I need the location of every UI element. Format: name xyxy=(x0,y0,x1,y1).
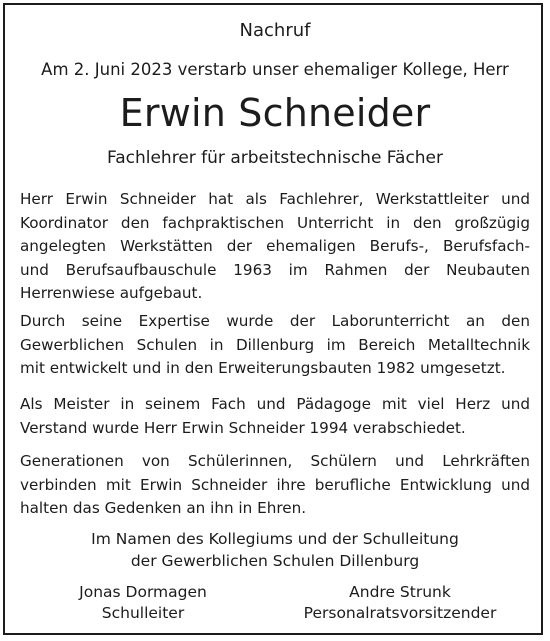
closing-line: Im Namen des Kollegiums und der Schulleitung xyxy=(91,530,459,548)
paragraph-expertise xyxy=(20,310,530,381)
paragraph-line: angelegten Werkstätten der ehemaligen Berufs-, Berufsfach- xyxy=(20,237,530,256)
signature-principal xyxy=(58,582,228,624)
notice-heading: Nachruf xyxy=(239,20,311,41)
paragraph-line: und Berufsaufbauschule 1963 im Rahmen der Neubauten xyxy=(20,260,530,279)
paragraph-line: Verstand wurde Herr Erwin Schneider 1994 verabschiedet. xyxy=(20,418,466,437)
deceased-role: Fachlehrer für arbeitstechnische Fächer xyxy=(106,148,444,168)
paragraph-career xyxy=(20,188,530,306)
paragraph-line: Gewerblichen Schulen in Dillenburg im Bereich Metalltechnik xyxy=(20,335,530,354)
signature-staff-council xyxy=(290,582,510,624)
paragraph-farewell xyxy=(20,393,530,440)
paragraph-line: verbinden mit Erwin Schneider ihre berufliche Entwicklung und xyxy=(20,475,530,494)
intro-line: Am 2. Juni 2023 verstarb unser ehemaliger Kollege, Herr xyxy=(41,60,509,79)
signature-name: Jonas Dormagen xyxy=(79,583,207,601)
closing-line: der Gewerblichen Schulen Dillenburg xyxy=(130,552,420,570)
signature-name: Andre Strunk xyxy=(349,583,451,601)
paragraph-line: Herrenwiese aufgebaut. xyxy=(20,284,203,303)
closing-block xyxy=(0,528,550,572)
paragraph-line: mit entwickelt und in den Erweiterungsbauten 1982 umgesetzt. xyxy=(20,359,506,378)
deceased-name: Erwin Schneider xyxy=(119,91,431,135)
paragraph-line: halten das Gedenken an ihn in Ehren. xyxy=(20,499,307,518)
paragraph-line: Durch seine Expertise wurde der Laborunterricht an den xyxy=(20,312,530,330)
paragraph-line: Herr Erwin Schneider hat als Fachlehrer, Werkstattleiter und xyxy=(20,190,530,208)
signature-title: Personalratsvorsitzender xyxy=(303,604,497,622)
paragraph-line: Als Meister in seinem Fach und Pädagoge mit viel Herz und xyxy=(20,395,530,413)
paragraph-line: Generationen von Schülerinnen, Schülern und Lehrkräften xyxy=(20,452,530,470)
paragraph-line: Koordinator den fachpraktischen Unterricht in den großzügig xyxy=(20,213,530,232)
paragraph-memory xyxy=(20,450,530,521)
signature-title: Schulleiter xyxy=(101,604,185,622)
